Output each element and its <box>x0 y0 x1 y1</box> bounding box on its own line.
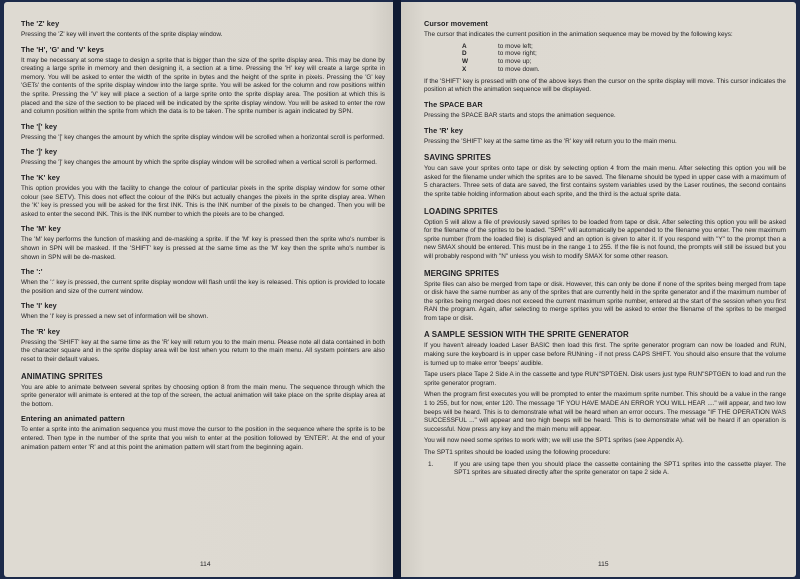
section-heading: ANIMATING SPRITES <box>21 371 103 381</box>
paragraph: You are able to animate between several sprites by choosing option 8 from the main menu. The sequence through which the sprite generator will animate is entered at the top of the screen, the actual animation will take place on the sprite display area at the bottom. <box>21 383 385 408</box>
paragraph: To enter a sprite into the animation sequence you must move the cursor to the position in the sequence where the sprite is to be entered. Then type in the number of the sprite that you wish to enter at the position followed by 'ENTER'. At the end of your animation pattern enter 'R' and at this point the animation pattern will start from the beginning again. <box>21 426 385 451</box>
section-heading: A SAMPLE SESSION WITH THE SPRITE GENERATOR <box>424 330 629 340</box>
paragraph: When the 'I' key is pressed a new set of information will be shown. <box>21 313 209 321</box>
paragraph: Pressing the '[' key changes the amount by which the sprite display window will be scrolled when a horizontal scroll is performed. <box>21 133 385 141</box>
section-heading: The 'Z' key <box>21 19 60 28</box>
key-list <box>462 43 786 74</box>
key-description: to move right; <box>498 50 537 58</box>
left-page-content <box>21 19 385 452</box>
section-heading: The 'H', 'G' and 'V' keys <box>21 44 105 54</box>
right-page-content <box>424 100 786 458</box>
key-row <box>462 58 786 66</box>
section-heading: MERGING SPRITES <box>424 268 500 278</box>
paragraph: Tape users place Tape 2 Side A in the cassette and type RUN"SPTGEN. Disk users just type RUN"SPTGEN to load and run the sprite generator program. <box>424 371 786 387</box>
paragraph: The SPT1 sprites should be loaded using the following procedure: <box>424 449 611 456</box>
section-heading: The 'K' key <box>21 172 61 182</box>
right-page <box>401 2 796 577</box>
section-heading: The '[' key <box>21 121 58 131</box>
list-item-number: 1. <box>428 460 434 468</box>
paragraph: You can save your sprites onto tape or disk by selecting option 4 from the main menu. After selecting this option you will be asked for the filename under which the sprites are to be saved. The filename should be typed in upper case with a maximum of 5 characters. Three sets of data are saved, the first contains system variables used by the Laser routines, the second contains the sprite table holding information about each sprite, and the third is the actual sprite data. <box>424 165 786 198</box>
section-heading: Cursor movement <box>424 19 488 28</box>
paragraph: This option provides you with the facility to change the colour of particular pixels in the sprite display window for some other colour (see SETV). This does not effect the colour of the INKs but actually changes the pixels in the sprite display area. When the 'K' key is pressed you will be asked for the first INK. This is the INK number of the pixels to be changed. Then you will be asked to enter the second INK. This is the INK number to which the pixels are to be changed. <box>21 184 385 218</box>
paragraph: You will now need some sprites to work with; we will use the SPT1 sprites (see Appendix A). <box>424 437 684 445</box>
section-heading: The ':' <box>21 267 43 277</box>
key-row <box>462 66 786 74</box>
key-letter: W <box>462 58 469 66</box>
page-number: 114 <box>200 561 211 568</box>
key-letter: A <box>462 42 467 50</box>
paragraph: Pressing the ']' key changes the amount by which the sprite display window will be scrolled when a vertical scroll is performed. <box>21 159 377 167</box>
paragraph: Pressing the 'SHIFT' key at the same time as the 'R' key will return you to the main menu. <box>424 137 677 145</box>
section-heading: The SPACE BAR <box>424 99 483 109</box>
numbered-list-item <box>428 461 786 481</box>
paragraph: It may be necessary at some stage to design a sprite that is bigger than the size of the sprite display area. This may be done by creating a large sprite in memory and then designing it, a section at a time. Pressing the 'H' key will create a large sprite in memory. You will be asked to enter the width of the sprite in bytes and the height of the sprite in pixels. Pressing the 'G' key 'GETs' the contents of the sprite display window into the large sprite. You will be asked for the column and row positions within the sprite. Pressing the 'V' key will place a section of a large sprite onto the sprite display area. The position at which this is placed and the size of the section to be placed will be indicated by the sprite display window. You will be asked to enter the row and column position within the sprite from which the data is to be taken. The sprite number is again indicated by SPN. <box>21 56 385 116</box>
paragraph: Pressing the 'Z' key will invert the contents of the sprite display window. <box>21 31 223 38</box>
section-heading: SAVING SPRITES <box>424 153 492 163</box>
section-heading: Entering an animated pattern <box>21 414 125 424</box>
section-heading: The 'I' key <box>21 301 57 311</box>
paragraph: When the program first executes you will be prompted to enter the maximum sprite number. This should be a value in the range 1 to 255, but for now, enter 120. The message "IF YOU HAVE MADE AN ERROR YOU WILL HEAR ...." will appear, and two low beeps will be heard. This is to demonstrate what will be heard when an error occurs. The message "IF THE OPERATION WAS SUCCESSFUL ..." will appear and two high beeps will be heard. This is to demonstrate what will be heard if an operation is successful. Now press any key and the main menu will appear. <box>424 391 786 433</box>
section-heading: The 'R' key <box>21 326 61 336</box>
paragraph: Pressing the SPACE BAR starts and stops the animation sequence. <box>424 111 616 119</box>
page-number: 115 <box>598 561 609 568</box>
paragraph: Option 5 will allow a file of previously saved sprites to be loaded from tape or disk. After selecting this option you will be asked for the filename of the sprites to be loaded. "SPR" will automatically be appended to the filename you enter. The new maximum sprite number (from the loaded file) is displayed and an option is given to alter it. If you respond with "Y" to the prompt then a new SMAX should be entered. This must be in the range 1 to 255. If the file is not found, the prompts will still be issued but you will probably respond with "N" unless you wish to modify SMAX for some other reason. <box>424 218 786 260</box>
section-heading: The ']' key <box>21 147 58 157</box>
key-description: to move up; <box>498 58 532 66</box>
list-item-text: If you are using tape then you should place the cassette containing the SPT1 sprites into the cassette player. The SPT1 sprites are situated directly after the sprite generator on tape 2 side A. <box>454 460 786 477</box>
section-heading: The 'M' key <box>21 224 61 234</box>
key-letter: X <box>462 65 467 73</box>
key-row <box>462 50 786 58</box>
paragraph: If you haven't already loaded Laser BASIC then load this first. The sprite generator program can now be loaded and RUN, making sure the keyboard is in upper case before RUNning - if not press CAPS SHIFT. You should also ensure that the volume is turned up to make error 'beeps' audible. <box>424 342 786 367</box>
left-page <box>4 2 393 577</box>
section-heading: LOADING SPRITES <box>424 206 498 216</box>
paragraph: Sprite files can also be merged from tape or disk. However, this can only be done if none of the sprites being merged from tape or disk have the same number as any of the sprites that are currently held in the sprite generator and if the maximum number of the sprites being merged does not exceed the current maximum sprite number, entered at the start of the session when you first RAN the program. Again, after selecting to merge sprites you will be asked to enter the filename of the sprites to be merged from tape or disk. <box>424 280 786 322</box>
paragraph: If the 'SHIFT' key is pressed with one of the above keys then the cursor on the sprite display will move. This cursor indicates the position at which the animation sequence will be displayed. <box>424 77 786 94</box>
paragraph: Pressing the 'SHIFT' key at the same time as the 'R' key will return you to the main menu. Please note all data contained in both the character square and in the sprite display area will be lost when you return to the main menu. All system pointers are also reset to their default values. <box>21 338 385 364</box>
paragraph: When the ':' key is pressed, the current sprite display wondow will flash until the key is released. This option is provided to locate the position and size of the current window. <box>21 279 385 295</box>
key-description: to move down. <box>498 65 540 73</box>
section-heading: The 'R' key <box>424 125 464 135</box>
key-row <box>462 43 786 51</box>
paragraph: The 'M' key performs the function of masking and de-masking a sprite. If the 'M' key is pressed then the sprite who's number is shown in SPN will be masked. If the 'SHIFT' key is pressed at the same time as the 'M' key then the sprite who's number is shown in SPN will be de-masked. <box>21 236 385 261</box>
book-gutter <box>393 0 401 579</box>
key-description: to move left; <box>498 42 533 50</box>
paragraph: The cursor that indicates the current position in the animation sequence may be moved by the following keys: <box>424 31 733 38</box>
key-letter: D <box>462 50 467 58</box>
